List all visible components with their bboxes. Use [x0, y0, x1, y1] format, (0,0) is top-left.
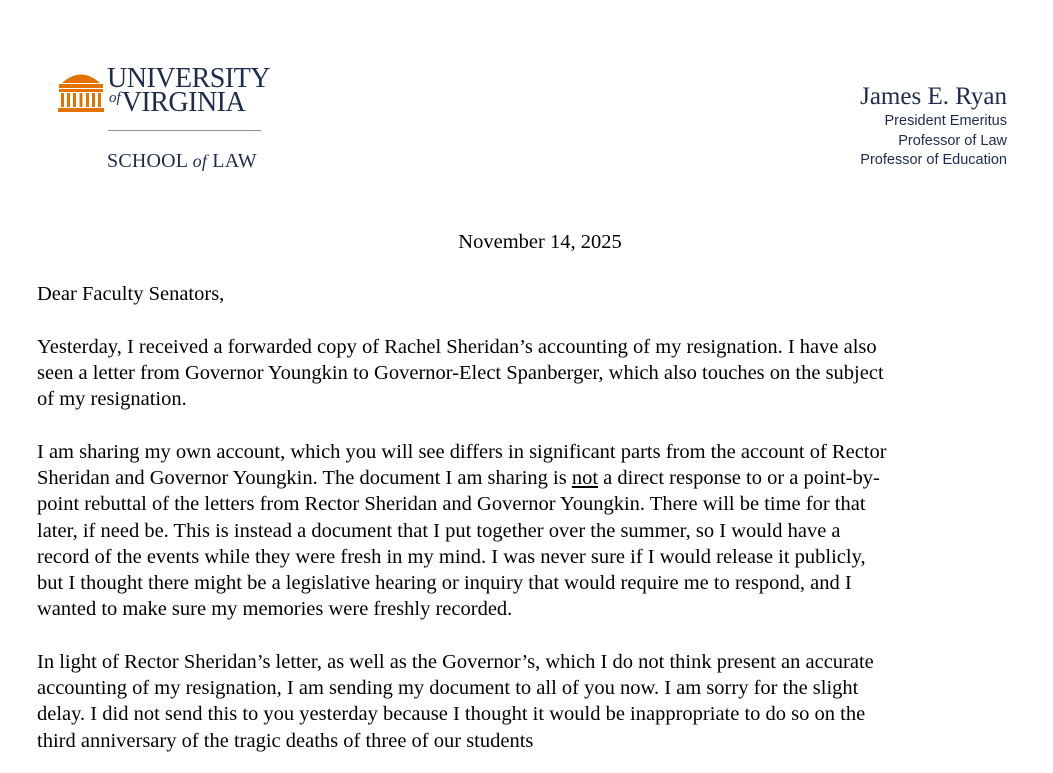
logo-university-text: UNIVERSITY [107, 63, 270, 94]
text-line: delay. I did not send this to you yesterday because I thought it would be inappropriate to do so on the [37, 703, 866, 726]
text-line: seen a letter from Governor Youngkin to Governor-Elect Spanberger, which also touches on the subject [37, 362, 884, 385]
text-line: Sheridan and Governor Youngkin. The document I am sharing is not a direct response to or a point-by- [37, 467, 880, 490]
sender-title: President Emeritus [884, 113, 1007, 129]
school-of-law-label: SCHOOL of LAW [107, 150, 257, 172]
text-line: record of the events while they were fresh in my mind. I was never sure if I would release it publicly, [37, 545, 866, 568]
sender-title: Professor of Education [860, 152, 1007, 168]
text-line: but I thought there might be a legislative hearing or inquiry that would require me to respond, and I [37, 572, 852, 595]
text-line: In light of Rector Sheridan’s letter, as well as the Governor’s, which I do not think present an accurate [37, 651, 874, 673]
paragraph-2 [37, 439, 887, 622]
sender-title: Professor of Law [898, 132, 1007, 149]
text-line: accounting of my resignation, I am sending my document to all of you now. I am sorry for the slight [37, 677, 859, 700]
emphasis-not: not [571, 467, 599, 490]
text-line: later, if need be. This is instead a document that I put together over the summer, so I would have a [37, 519, 841, 542]
text-line: third anniversary of the tragic deaths of three of our students [37, 729, 534, 752]
text-line: of my resignation. [37, 388, 187, 411]
logo-divider [108, 130, 261, 131]
sender-block [860, 82, 1007, 171]
letter-date: November 14, 2025 [458, 231, 622, 253]
sender-name: James E. Ryan [860, 83, 1007, 110]
paragraph-3 [37, 649, 874, 754]
text-line: Yesterday, I received a forwarded copy of Rachel Sheridan’s accounting of my resignation. I have also [37, 336, 877, 358]
text-line: point rebuttal of the letters from Rector Sheridan and Governor Youngkin. There will be time for that [37, 493, 866, 516]
text-line: wanted to make sure my memories were freshly recorded. [37, 598, 513, 621]
paragraph-1 [37, 334, 884, 413]
university-logo [58, 64, 280, 174]
text-line: I am sharing my own account, which you will see differs in significant parts from the account of Rector [37, 441, 887, 463]
logo-of-text: of [109, 90, 121, 106]
logo-virginia-text: $^{of}$VIRGINIA [109, 87, 246, 118]
salutation: Dear Faculty Senators, [37, 283, 225, 305]
rotunda-icon [58, 68, 104, 112]
